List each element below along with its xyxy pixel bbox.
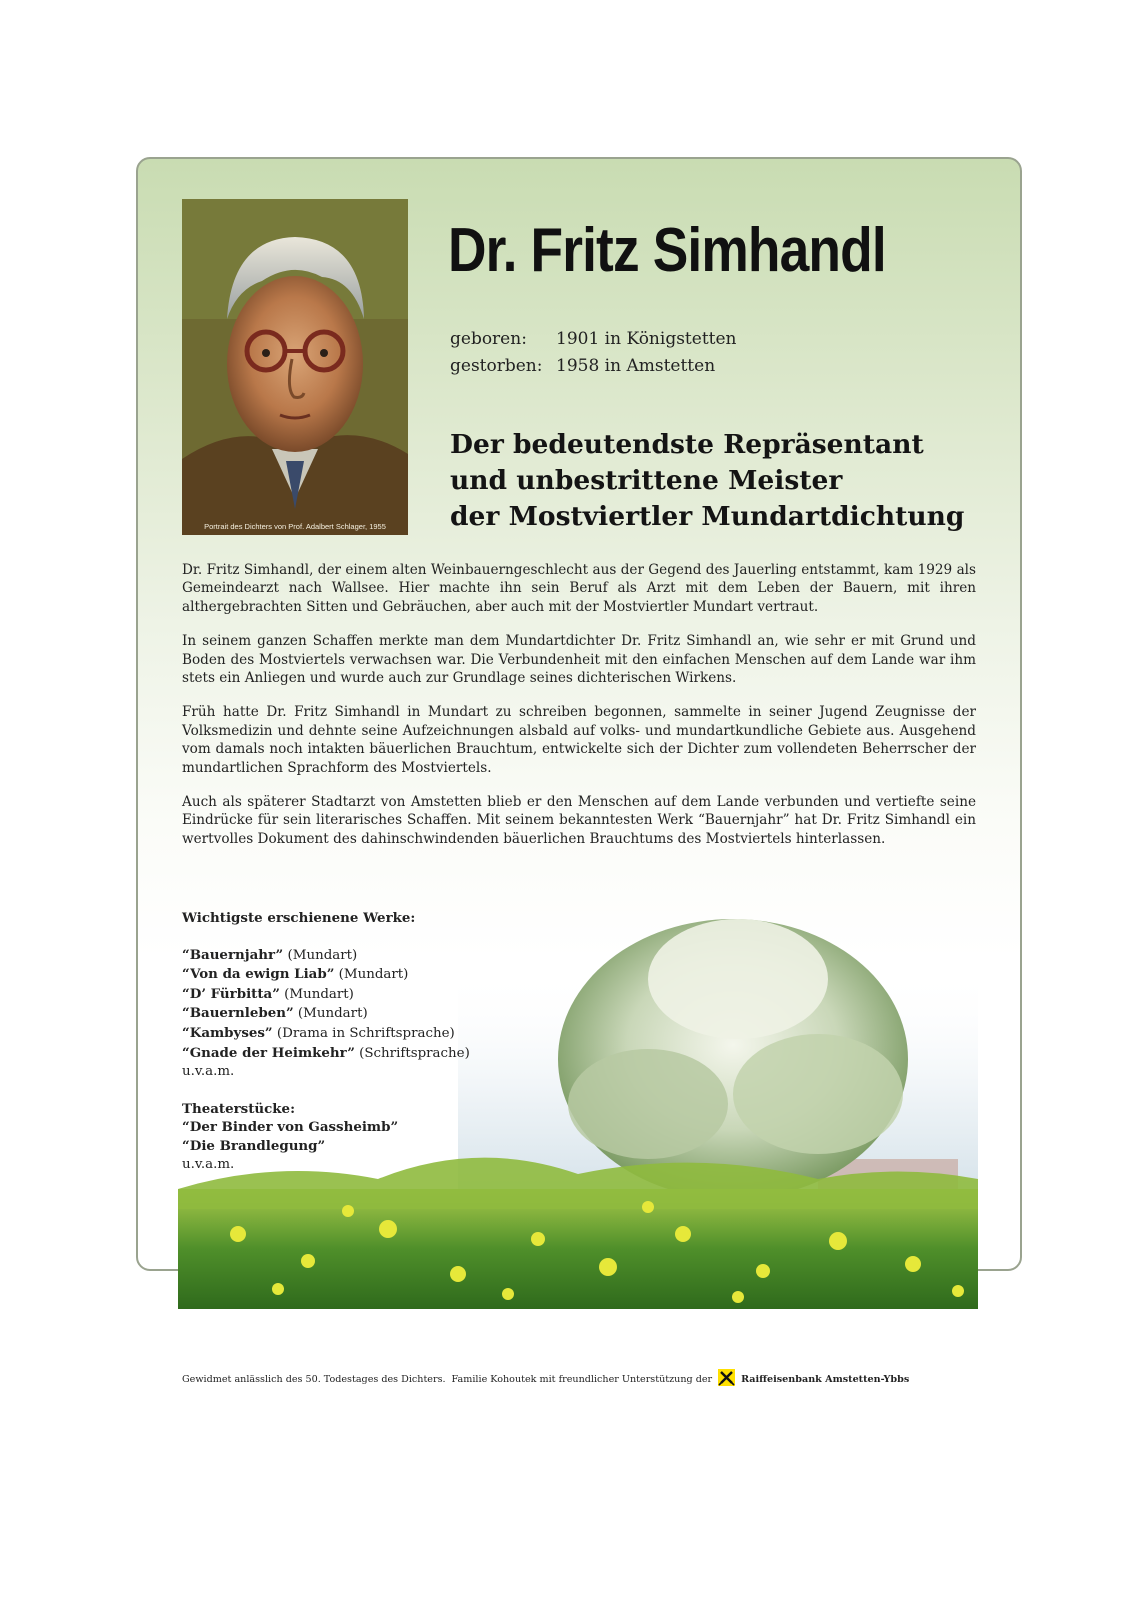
work-note: (Drama in Schriftsprache) [272, 1025, 455, 1041]
work-title: “Bauernleben” [182, 1005, 294, 1022]
work-title: “Kambyses” [182, 1024, 273, 1041]
footer-bank-name: Raiffeisenbank Amstetten-Ybbs [741, 1373, 910, 1385]
born-value: 1901 in Königstetten [556, 329, 737, 349]
work-note: (Mundart) [334, 967, 409, 983]
bio-paragraph-3: Früh hatte Dr. Fritz Simhandl in Mundart zu schreiben begonnen, sammelte in seiner Jugend Zeugnisse der Volksmedizin und dehnte seine Aufzeichnungen alsbald auf volks- und mundartkundliche Gebiete aus. Ausgehend vom damals noch intakten bäuerlichen Brauchtum, entwickelte sich der Dichter zum vollendeten Beherrscher der mundartlichen Sprachform des Mostviertels. [182, 704, 976, 776]
subtitle-line-3: der Mostviertler Mundartdichtung [450, 501, 965, 532]
biography [182, 561, 976, 864]
memorial-poster [136, 157, 1022, 1385]
died-row [450, 353, 737, 380]
raiffeisen-gable-cross-icon [718, 1369, 735, 1389]
theater-item: “Die Brandlegung” [182, 1137, 326, 1154]
footer-dedication: Gewidmet anlässlich des 50. Todestages des Dichters. [182, 1373, 446, 1385]
footer-family: Familie Kohoutek mit freundlicher Unterstützung der [451, 1373, 713, 1385]
work-note: (Schriftsprache) [354, 1045, 470, 1061]
died-label: gestorben: [450, 356, 543, 376]
work-item [182, 965, 470, 985]
work-title: “D’ Fürbitta” [182, 985, 280, 1002]
works-etc: u.v.a.m. [182, 1064, 235, 1080]
work-title: “Bauernjahr” [182, 946, 284, 963]
works-list [182, 909, 470, 1174]
theater-heading: Theaterstücke: [182, 1100, 296, 1117]
theater-etc: u.v.a.m. [182, 1156, 235, 1172]
work-note: (Mundart) [279, 986, 354, 1002]
work-item [182, 1044, 470, 1064]
page-title: Dr. Fritz Simhandl [448, 216, 886, 285]
subtitle-line-1: Der bedeutendste Repräsentant [450, 429, 924, 460]
born-row [450, 326, 737, 353]
theater-item: “Der Binder von Gassheimb” [182, 1119, 399, 1136]
work-note: (Mundart) [293, 1006, 368, 1022]
work-title: “Gnade der Heimkehr” [182, 1044, 355, 1061]
died-value: 1958 in Amstetten [556, 356, 716, 376]
life-dates [450, 326, 737, 380]
portrait-image [182, 199, 408, 535]
work-note: (Mundart) [283, 947, 358, 963]
work-item [182, 985, 470, 1005]
subtitle [450, 427, 1010, 535]
portrait-painting [182, 199, 408, 535]
work-item [182, 1024, 470, 1044]
born-label: geboren: [450, 329, 527, 349]
subtitle-line-2: und unbestrittene Meister [450, 465, 843, 496]
work-item [182, 1004, 470, 1024]
portrait-caption: Portrait des Dichters von Prof. Adalbert Schlager, 1955 [204, 522, 386, 531]
works-heading: Wichtigste erschienene Werke: [182, 910, 416, 926]
bio-paragraph-1: Dr. Fritz Simhandl, der einem alten Weinbauerngeschlecht aus der Gegend des Jauerling entstammt, kam 1929 als Gemeindearzt nach Wallsee. Hier machte ihn sein Beruf als Arzt mit dem Leben der Bauern, mit ihren althergebrachten Sitten und Gebräuchen, aber auch mit der Mostviertler Mundart vertraut. [182, 562, 976, 615]
bio-paragraph-4: Auch als späterer Stadtarzt von Amstetten blieb er den Menschen auf dem Lande verbunden und vertiefte seine Eindrücke für sein literarisches Schaffen. Mit seinem bekanntesten Werk “Bauernjahr” hat Dr. Fritz Simhandl ein wertvolles Dokument des dahinschwindenden bäuerlichen Brauchtums des Mostviertels hinterlassen. [182, 794, 976, 847]
work-item [182, 946, 470, 966]
footer [182, 1369, 982, 1389]
bio-paragraph-2: In seinem ganzen Schaffen merkte man dem Mundartdichter Dr. Fritz Simhandl an, wie sehr er mit Grund und Boden des Mostviertels verwachsen war. Die Verbundenheit mit den einfachen Menschen auf dem Lande war ihm stets ein Anliegen und wurde auch zur Grundlage seines dichterischen Wirkens. [182, 633, 976, 687]
work-title: “Von da ewign Liab” [182, 966, 335, 983]
